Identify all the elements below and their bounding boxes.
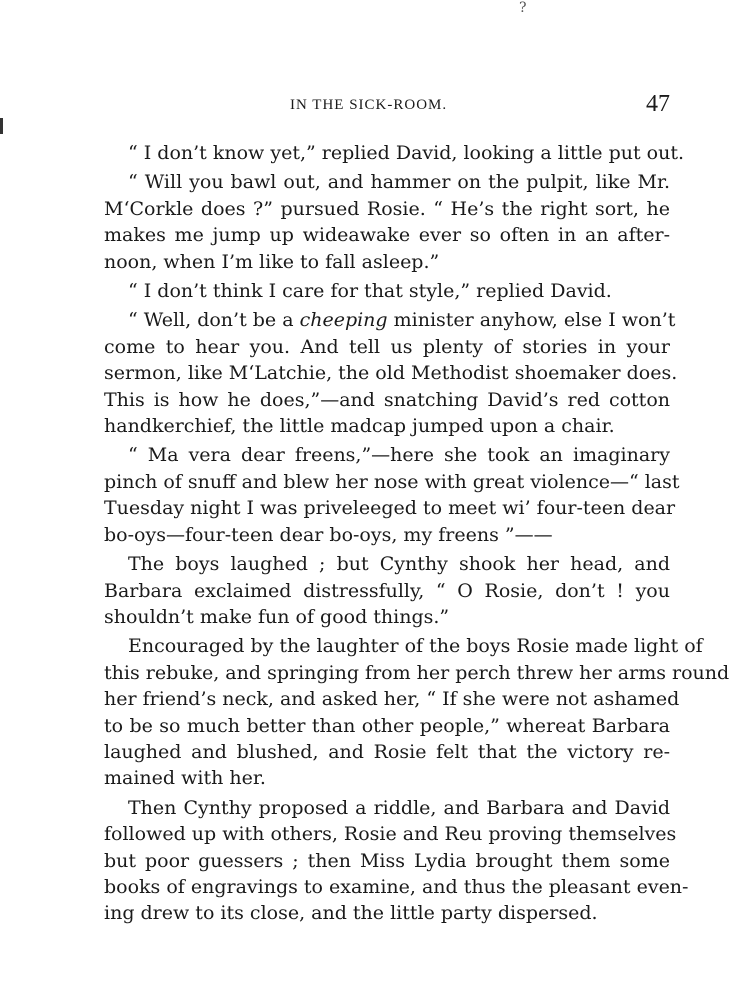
- text-line: followed up with others, Rosie and Reu proving themselves: [104, 823, 677, 846]
- paragraph: [104, 169, 670, 275]
- text-line: her friend’s neck, and asked her, “ If she were not ashamed: [104, 688, 680, 711]
- paragraph: [104, 442, 680, 548]
- paragraph: [104, 307, 678, 439]
- text-line: handkerchief, the little madcap jumped upon a chair.: [104, 415, 615, 438]
- paragraph: [104, 795, 689, 927]
- text-line: this rebuke, and springing from her perch threw her arms round: [104, 661, 730, 684]
- text-line: “ Will you bawl out, and hammer on the pulpit, like Mr.: [128, 171, 670, 194]
- running-head: IN THE SICK-ROOM.: [290, 97, 448, 113]
- text-line: sermon, like M‘Latchie, the old Methodist shoemaker does.: [104, 362, 678, 385]
- paragraph: [104, 633, 730, 791]
- text-line: Encouraged by the laughter of the boys Rosie made light of: [128, 635, 703, 658]
- text-line: come to hear you. And tell us plenty of stories in your: [104, 335, 670, 358]
- page-number: 47: [646, 91, 670, 117]
- text-line-emphasis: “ Well, don’t be a cheeping minister anyhow, else I won’t: [128, 309, 676, 332]
- text-line: to be so much better than other people,” whereat Barbara: [104, 714, 670, 737]
- text-line: The boys laughed ; but Cynthy shook her head, and: [128, 553, 670, 576]
- paragraph: [104, 551, 670, 630]
- emphasis-word: cheeping: [299, 309, 388, 332]
- text-line: mained with her.: [104, 767, 266, 790]
- text-line: but poor guessers ; then Miss Lydia brought them some: [104, 849, 670, 872]
- text-line: Then Cynthy proposed a riddle, and Barbara and David: [128, 796, 670, 819]
- text-line: Barbara exclaimed distressfully, “ O Rosie, don’t ! you: [104, 579, 670, 602]
- body-text: [104, 140, 730, 930]
- text-line: noon, when I’m like to fall asleep.”: [104, 250, 440, 273]
- text-line: This is how he does,”—and snatching David’s red cotton: [104, 388, 670, 411]
- text-line: Tuesday night I was priveleeged to meet wi’ four-teen dear: [104, 497, 676, 520]
- text-line: laughed and blushed, and Rosie felt that the victory re-: [104, 740, 670, 763]
- text-line: pinch of snuff and blew her nose with great violence—“ last: [104, 470, 680, 493]
- paragraph: [104, 140, 685, 166]
- margin-tick: [0, 118, 3, 134]
- text-line: books of engravings to examine, and thus the pleasant even-: [104, 875, 689, 898]
- text-line: makes me jump up wideawake ever so often in an after-: [104, 224, 670, 247]
- text-line: “ Ma vera dear freens,”—here she took an imaginary: [128, 444, 670, 467]
- text-line: M‘Corkle does ?” pursued Rosie. “ He’s the right sort, he: [104, 197, 670, 220]
- text-line: “ I don’t think I care for that style,” replied David.: [128, 280, 612, 303]
- text-line: ing drew to its close, and the little party dispersed.: [104, 902, 598, 925]
- text-line: shouldn’t make fun of good things.”: [104, 605, 450, 628]
- text-line: bo-oys—four-teen dear bo-oys, my freens ”——: [104, 523, 553, 546]
- text-line: “ I don’t know yet,” replied David, looking a little put out.: [128, 142, 685, 164]
- corner-mark: ?: [519, 0, 527, 16]
- paragraph: [104, 278, 670, 304]
